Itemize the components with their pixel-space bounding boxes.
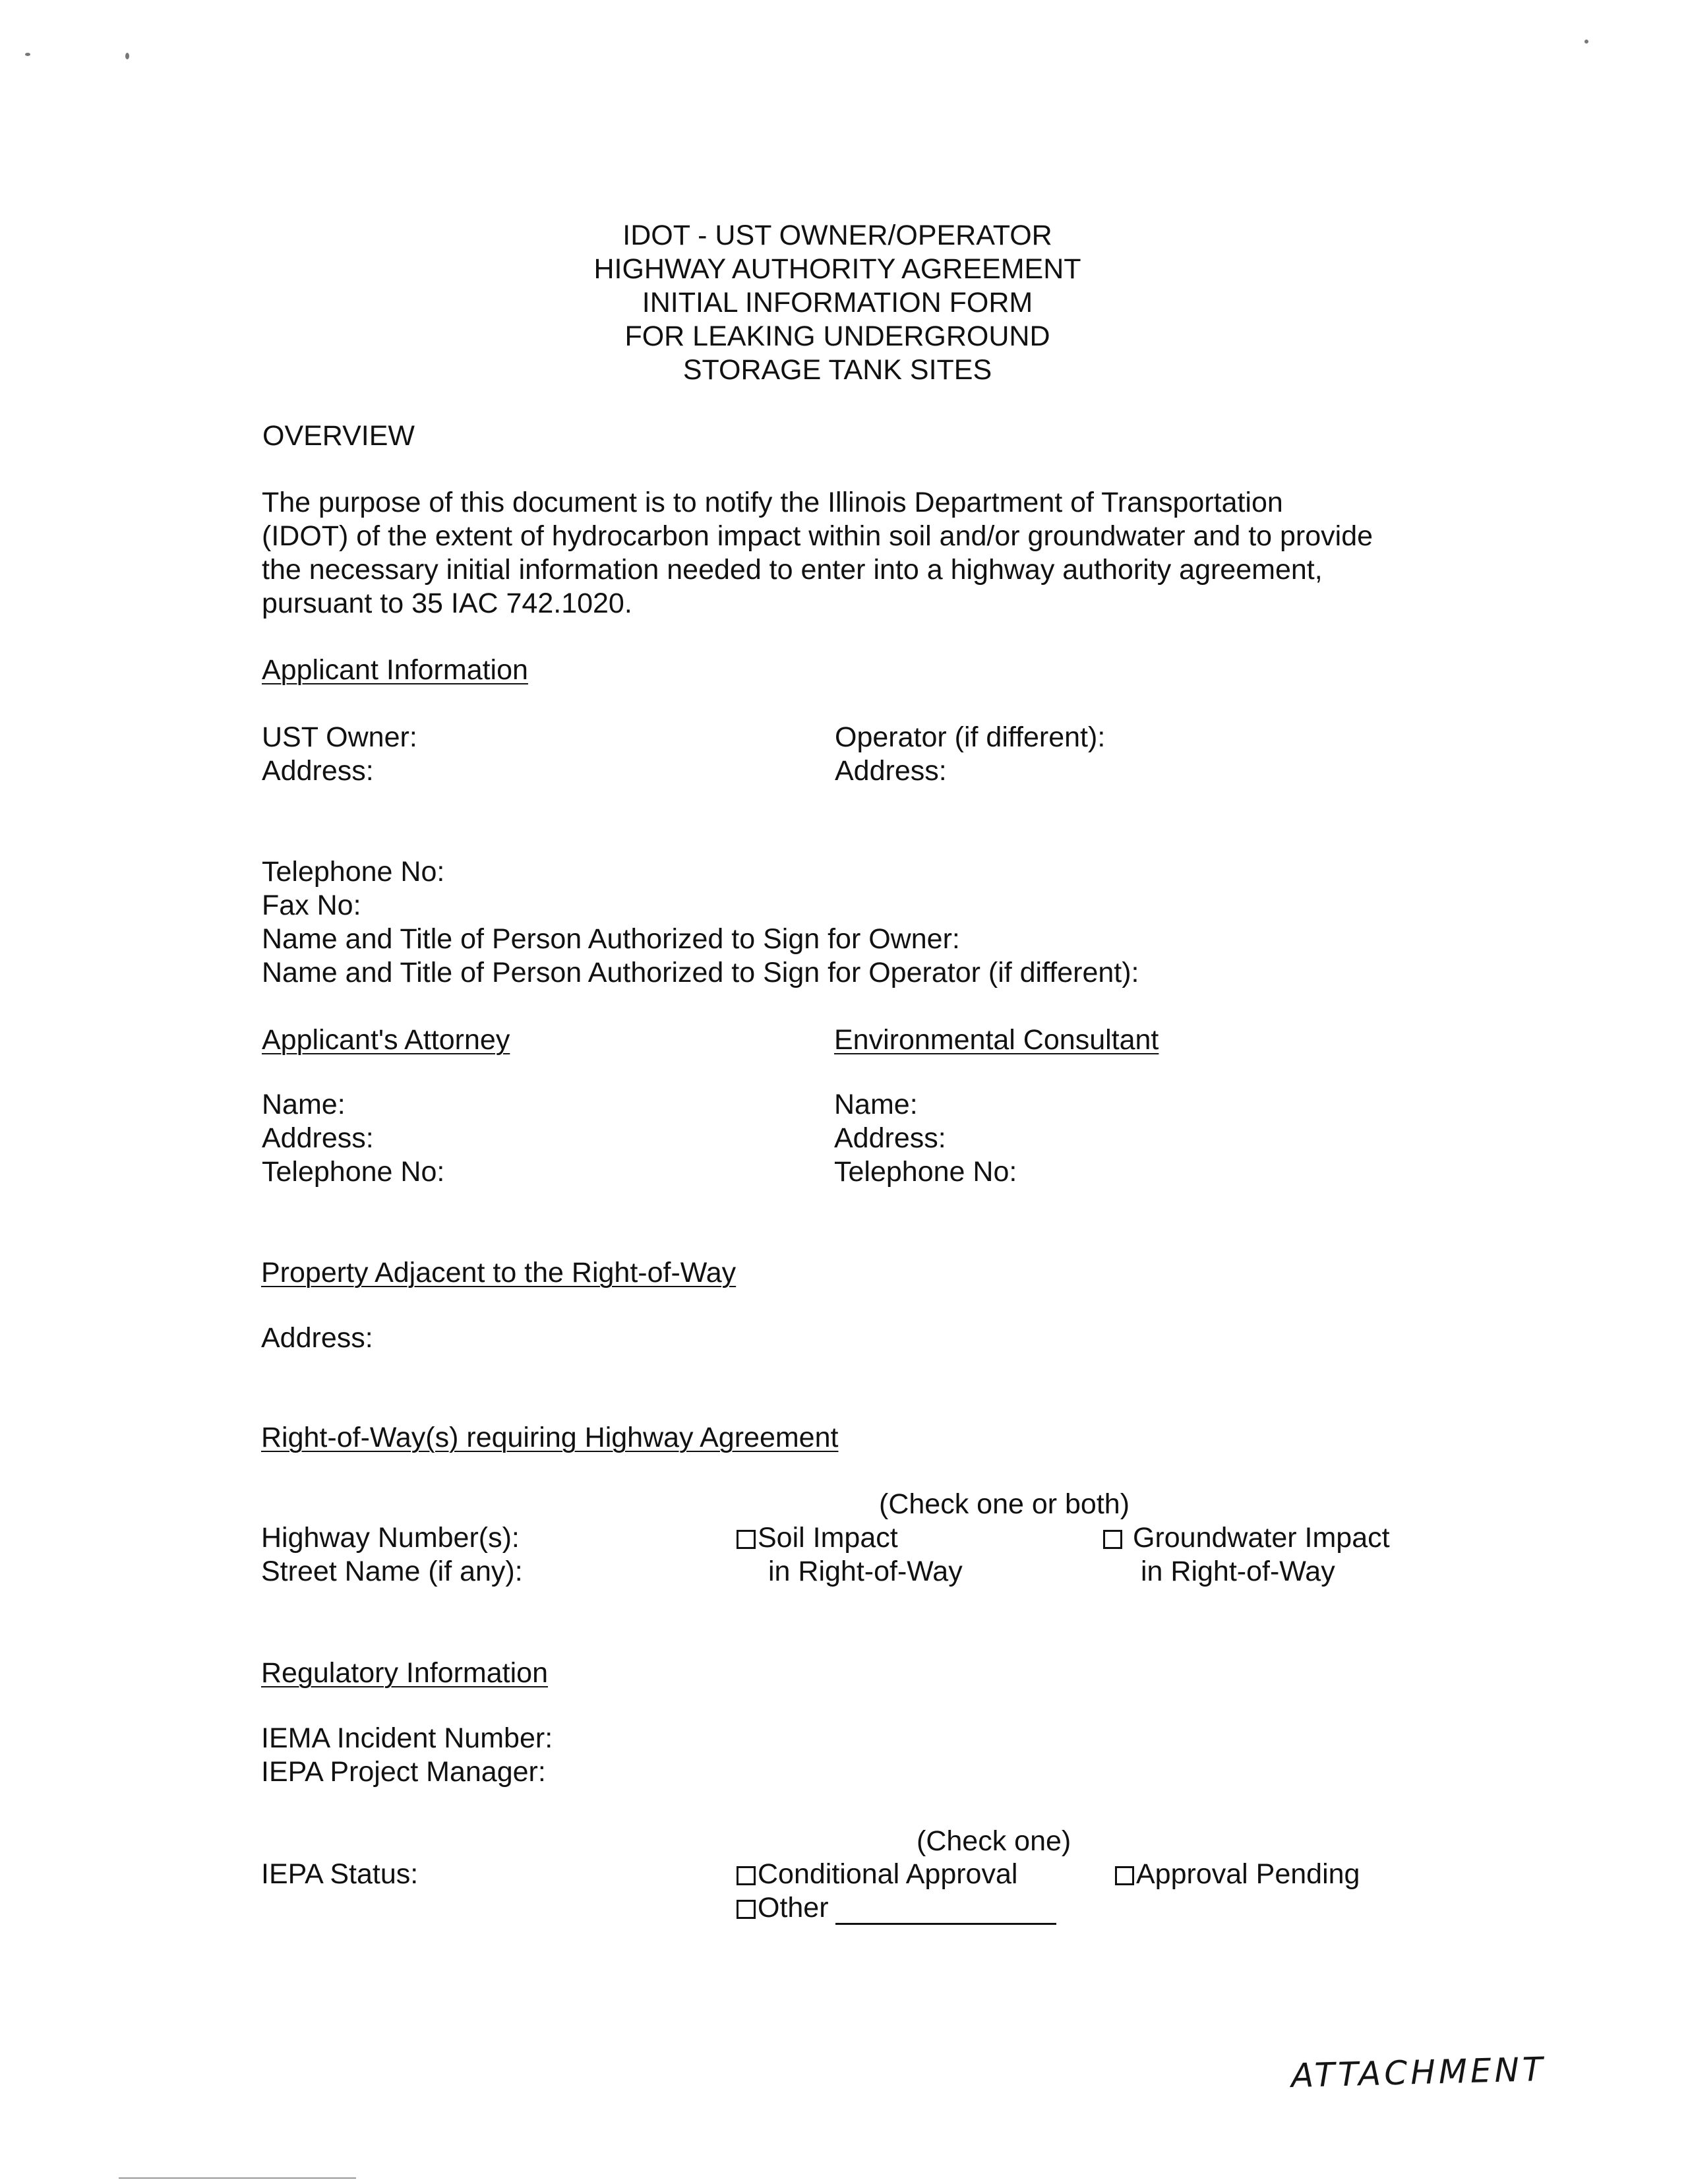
row-labels bbox=[261, 1521, 523, 1589]
conditional-approval-checkbox[interactable] bbox=[737, 1866, 756, 1885]
soil-impact-label: Soil Impact bbox=[758, 1522, 898, 1554]
approval-pending-checkbox[interactable] bbox=[1115, 1866, 1134, 1885]
handwritten-attachment-note: ATTACHMENT bbox=[1290, 2049, 1547, 2096]
scan-edge-line bbox=[119, 2177, 356, 2179]
consultant-block bbox=[834, 1088, 1017, 1189]
property-heading: Property Adjacent to the Right-of-Way bbox=[261, 1257, 737, 1289]
iema-incident-label: IEMA Incident Number: bbox=[261, 1722, 553, 1754]
soil-impact-checkbox[interactable] bbox=[737, 1530, 756, 1549]
status-check-instruction: (Check one) bbox=[917, 1825, 1071, 1857]
other-checkbox[interactable] bbox=[737, 1900, 756, 1919]
scan-speck bbox=[1584, 40, 1588, 44]
paragraph-line: (IDOT) of the extent of hydrocarbon impact within soil and/or groundwater and to provide bbox=[262, 520, 1373, 552]
title-line: INITIAL INFORMATION FORM bbox=[642, 287, 1033, 318]
operator-signer-label: Name and Title of Person Authorized to Sign for Operator (if different): bbox=[262, 957, 1139, 988]
other-option[interactable] bbox=[737, 1891, 1056, 1925]
overview-heading: OVERVIEW bbox=[262, 420, 415, 452]
other-label: Other bbox=[758, 1892, 829, 1924]
title-line: FOR LEAKING UNDERGROUND bbox=[624, 320, 1050, 352]
soil-impact-option[interactable] bbox=[737, 1521, 963, 1589]
status-options bbox=[737, 1858, 1056, 1925]
owner-block bbox=[262, 721, 417, 788]
fax-label: Fax No: bbox=[262, 890, 361, 921]
row-check-instruction: (Check one or both) bbox=[879, 1488, 1130, 1520]
paragraph-line: the necessary initial information needed to enter into a highway authority agreement, bbox=[262, 554, 1323, 586]
property-address-label: Address: bbox=[261, 1322, 373, 1354]
iepa-status-label: IEPA Status: bbox=[261, 1858, 419, 1890]
other-fill-in-line[interactable] bbox=[835, 1896, 1056, 1925]
consultant-telephone-label: Telephone No: bbox=[834, 1156, 1017, 1188]
contact-block bbox=[262, 855, 1139, 990]
paragraph-line: pursuant to 35 IAC 742.1020. bbox=[262, 588, 632, 619]
scan-speck bbox=[25, 53, 30, 56]
iepa-project-manager-label: IEPA Project Manager: bbox=[261, 1756, 546, 1788]
operator-block bbox=[835, 721, 1105, 788]
highway-number-label: Highway Number(s): bbox=[261, 1522, 520, 1554]
regulatory-heading: Regulatory Information bbox=[261, 1657, 548, 1689]
groundwater-impact-checkbox[interactable] bbox=[1103, 1530, 1122, 1549]
overview-paragraph bbox=[262, 486, 1449, 621]
applicant-heading: Applicant Information bbox=[262, 654, 528, 686]
conditional-approval-label: Conditional Approval bbox=[758, 1858, 1018, 1890]
groundwater-impact-option[interactable] bbox=[1103, 1521, 1390, 1589]
operator-address-label: Address: bbox=[835, 755, 947, 787]
attorney-name-label: Name: bbox=[262, 1089, 346, 1120]
attorney-block bbox=[262, 1088, 444, 1189]
owner-address-label: Address: bbox=[262, 755, 374, 787]
consultant-address-label: Address: bbox=[834, 1122, 946, 1154]
attorney-heading: Applicant's Attorney bbox=[262, 1024, 510, 1056]
attorney-address-label: Address: bbox=[262, 1122, 374, 1154]
title-line: IDOT - UST OWNER/OPERATOR bbox=[622, 220, 1052, 251]
scan-speck bbox=[125, 53, 129, 59]
regulatory-labels bbox=[261, 1722, 553, 1789]
groundwater-impact-label-line2: in Right-of-Way bbox=[1141, 1556, 1335, 1587]
telephone-label: Telephone No: bbox=[262, 856, 445, 888]
conditional-approval-option[interactable] bbox=[737, 1858, 1056, 1891]
paragraph-line: The purpose of this document is to notify the Illinois Department of Transportation bbox=[262, 487, 1283, 518]
approval-pending-option[interactable] bbox=[1115, 1858, 1360, 1891]
title-line: STORAGE TANK SITES bbox=[682, 354, 992, 386]
soil-impact-label-line2: in Right-of-Way bbox=[768, 1556, 963, 1587]
consultant-heading: Environmental Consultant bbox=[834, 1024, 1159, 1056]
groundwater-impact-label: Groundwater Impact bbox=[1133, 1522, 1390, 1554]
form-title bbox=[580, 219, 1095, 387]
row-heading: Right-of-Way(s) requiring Highway Agreement bbox=[261, 1422, 839, 1453]
approval-pending-label: Approval Pending bbox=[1136, 1858, 1360, 1890]
street-name-label: Street Name (if any): bbox=[261, 1556, 523, 1587]
owner-label: UST Owner: bbox=[262, 721, 417, 753]
owner-signer-label: Name and Title of Person Authorized to Sign for Owner: bbox=[262, 923, 960, 955]
title-line: HIGHWAY AUTHORITY AGREEMENT bbox=[593, 253, 1081, 285]
operator-label: Operator (if different): bbox=[835, 721, 1106, 753]
consultant-name-label: Name: bbox=[834, 1089, 918, 1120]
attorney-telephone-label: Telephone No: bbox=[262, 1156, 445, 1188]
